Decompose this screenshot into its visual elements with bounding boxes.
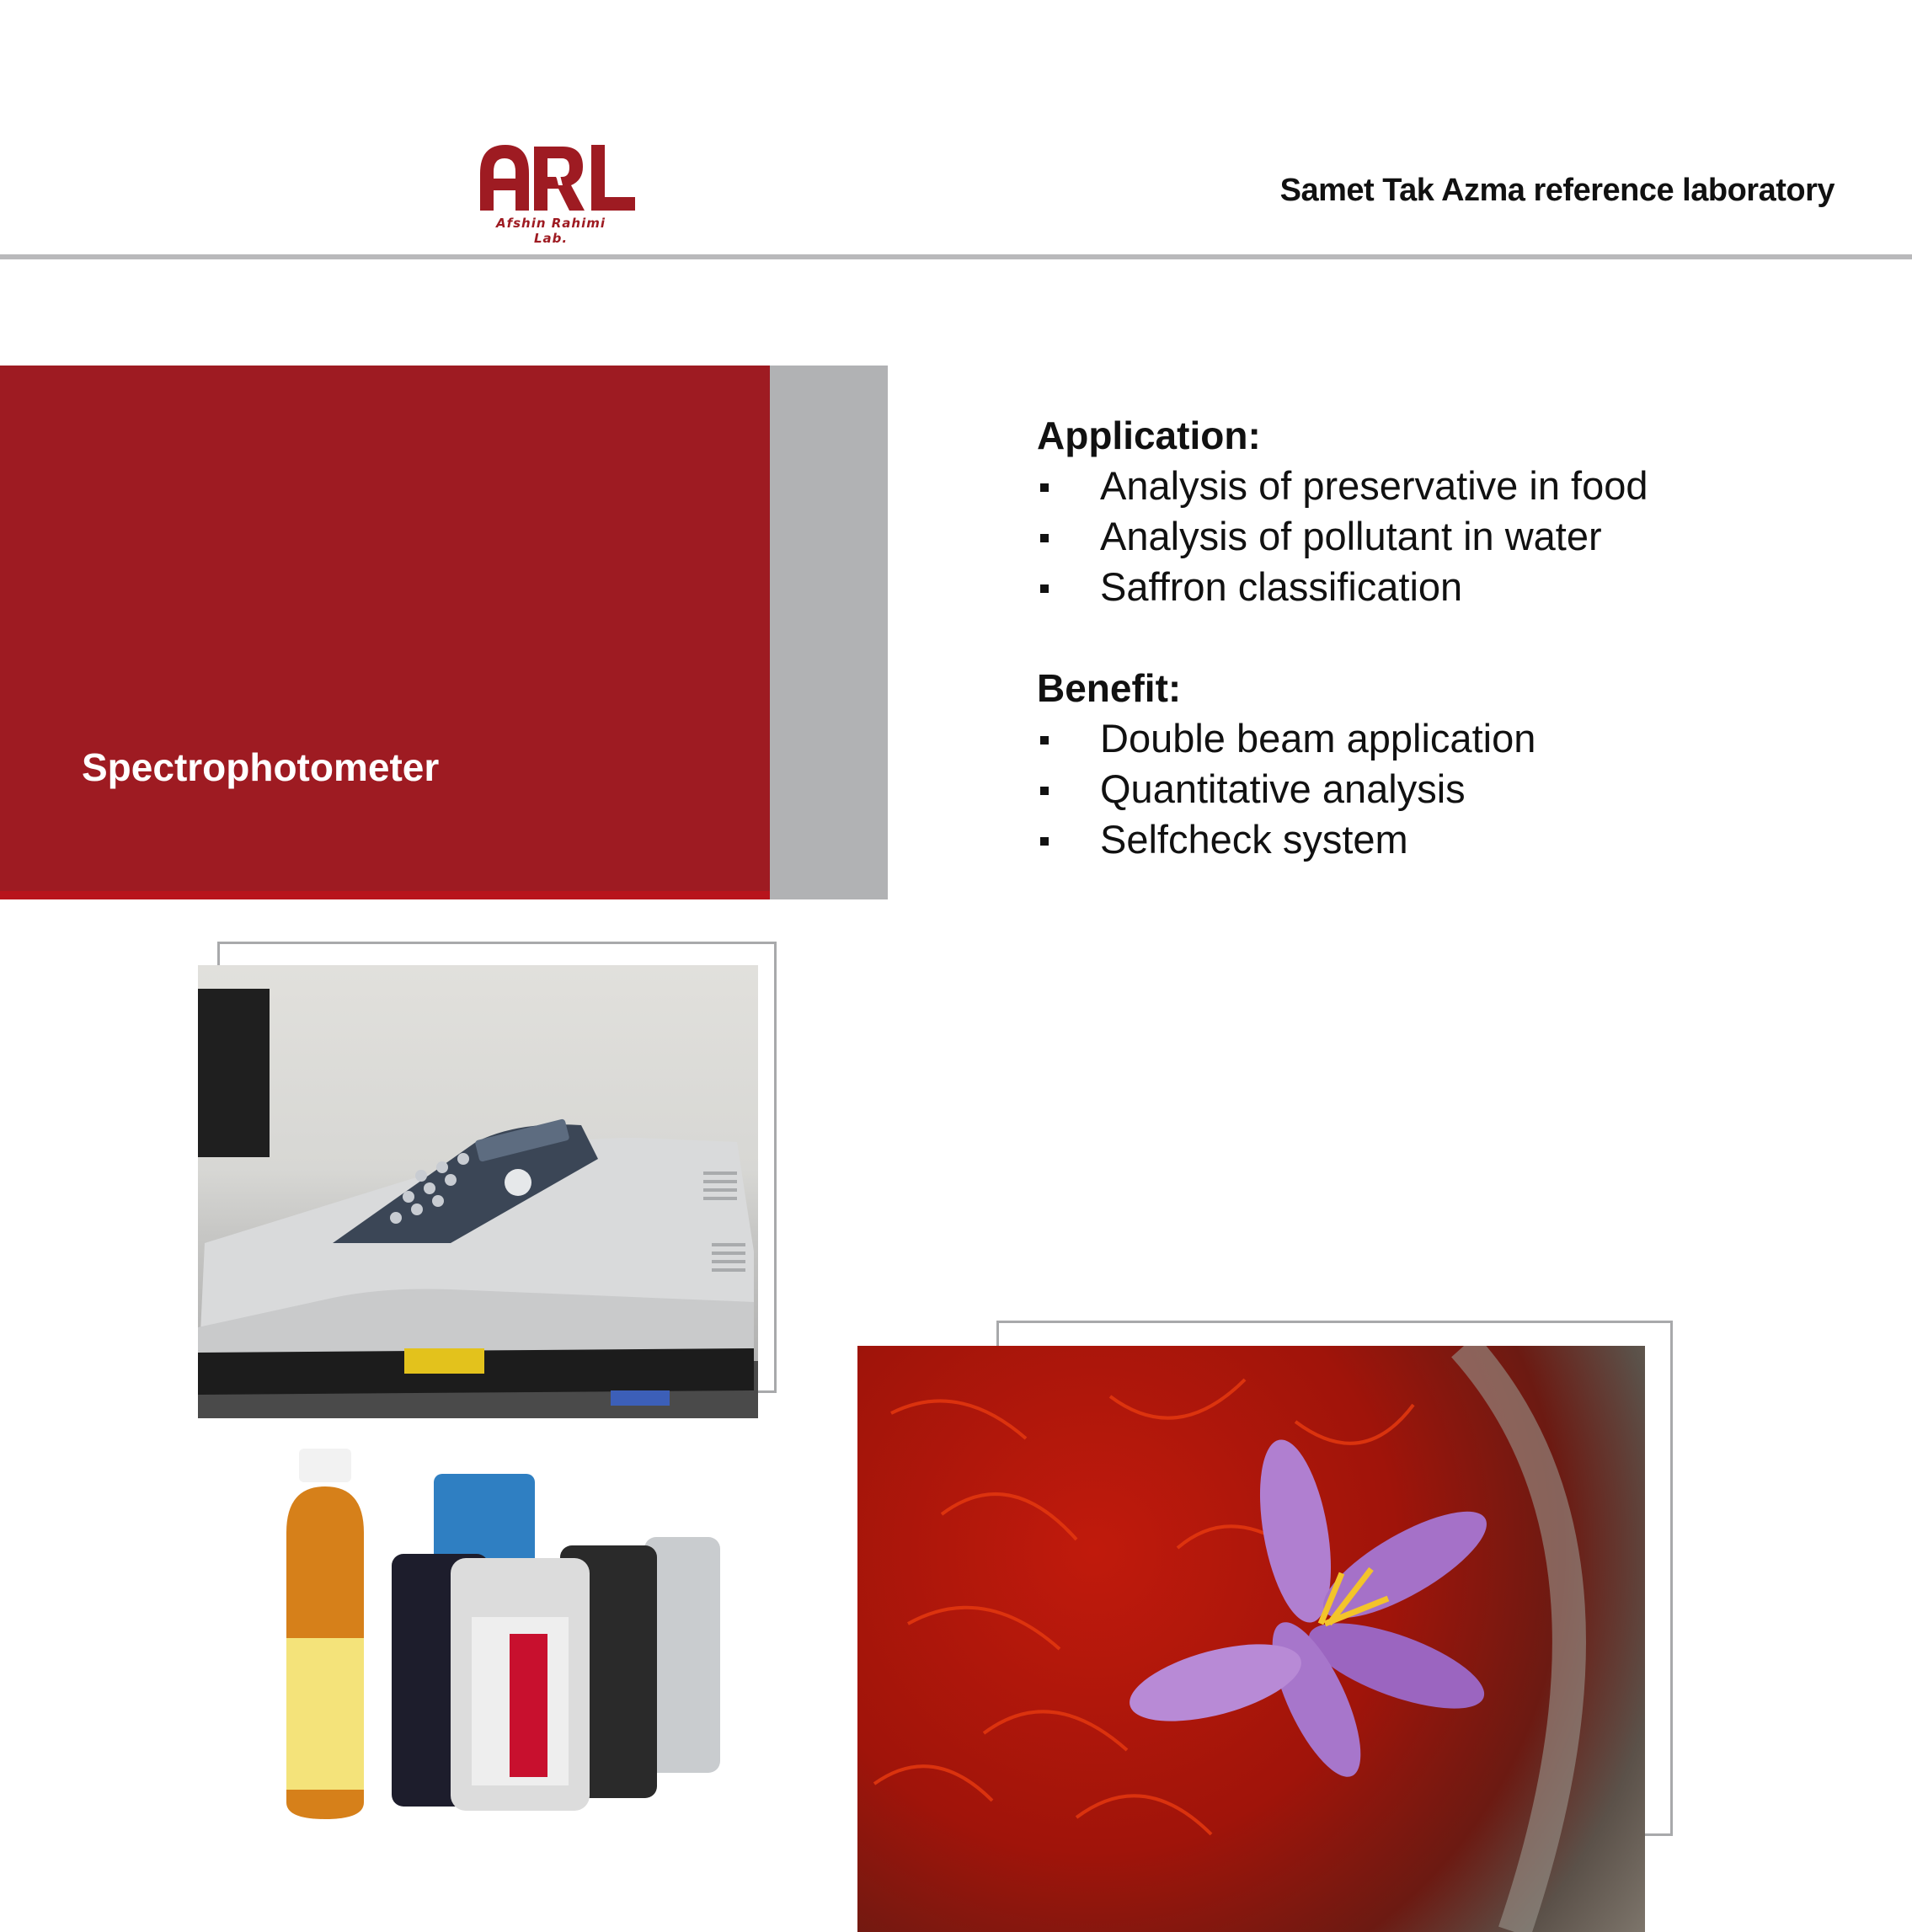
list-item-text: Selfcheck system <box>1100 817 1408 862</box>
header-divider <box>0 254 1912 259</box>
list-item <box>1037 562 1648 612</box>
drinks-illustration <box>270 1449 741 1819</box>
list-item <box>1037 461 1648 511</box>
list-item-text: Analysis of preservative in food <box>1100 463 1648 508</box>
benefit-heading: Benefit: <box>1037 666 1182 710</box>
list-item-text: Saffron classification <box>1100 564 1463 609</box>
application-list <box>1037 461 1648 612</box>
benefit-list <box>1037 713 1535 865</box>
accent-panel <box>770 366 888 899</box>
bullet-icon <box>1040 736 1049 745</box>
bullet-icon <box>1040 837 1049 846</box>
product-title: Spectrophotometer <box>82 745 440 789</box>
list-item-text: Analysis of pollutant in water <box>1100 514 1602 558</box>
saffron-illustration <box>857 1346 1645 1932</box>
bullet-icon <box>1040 787 1049 795</box>
list-item <box>1037 511 1648 562</box>
list-item <box>1037 764 1535 814</box>
logo-subtitle: Afshin Rahimi Lab. <box>495 216 606 246</box>
list-item <box>1037 814 1535 865</box>
drinks-photo <box>270 1449 741 1819</box>
list-item <box>1037 713 1535 764</box>
list-item-text: Quantitative analysis <box>1100 766 1466 811</box>
title-panel <box>0 366 770 899</box>
bullet-icon <box>1040 534 1049 542</box>
bullet-icon <box>1040 483 1049 492</box>
spectrophotometer-photo <box>198 965 758 1418</box>
application-heading: Application: <box>1037 414 1261 457</box>
saffron-photo <box>857 1346 1645 1932</box>
lab-name: Samet Tak Azma reference laboratory <box>1279 173 1835 208</box>
spectrophotometer-illustration <box>198 965 758 1418</box>
title-panel-edge <box>0 891 770 899</box>
list-item-text: Double beam application <box>1100 716 1536 761</box>
bullet-icon <box>1040 584 1049 593</box>
